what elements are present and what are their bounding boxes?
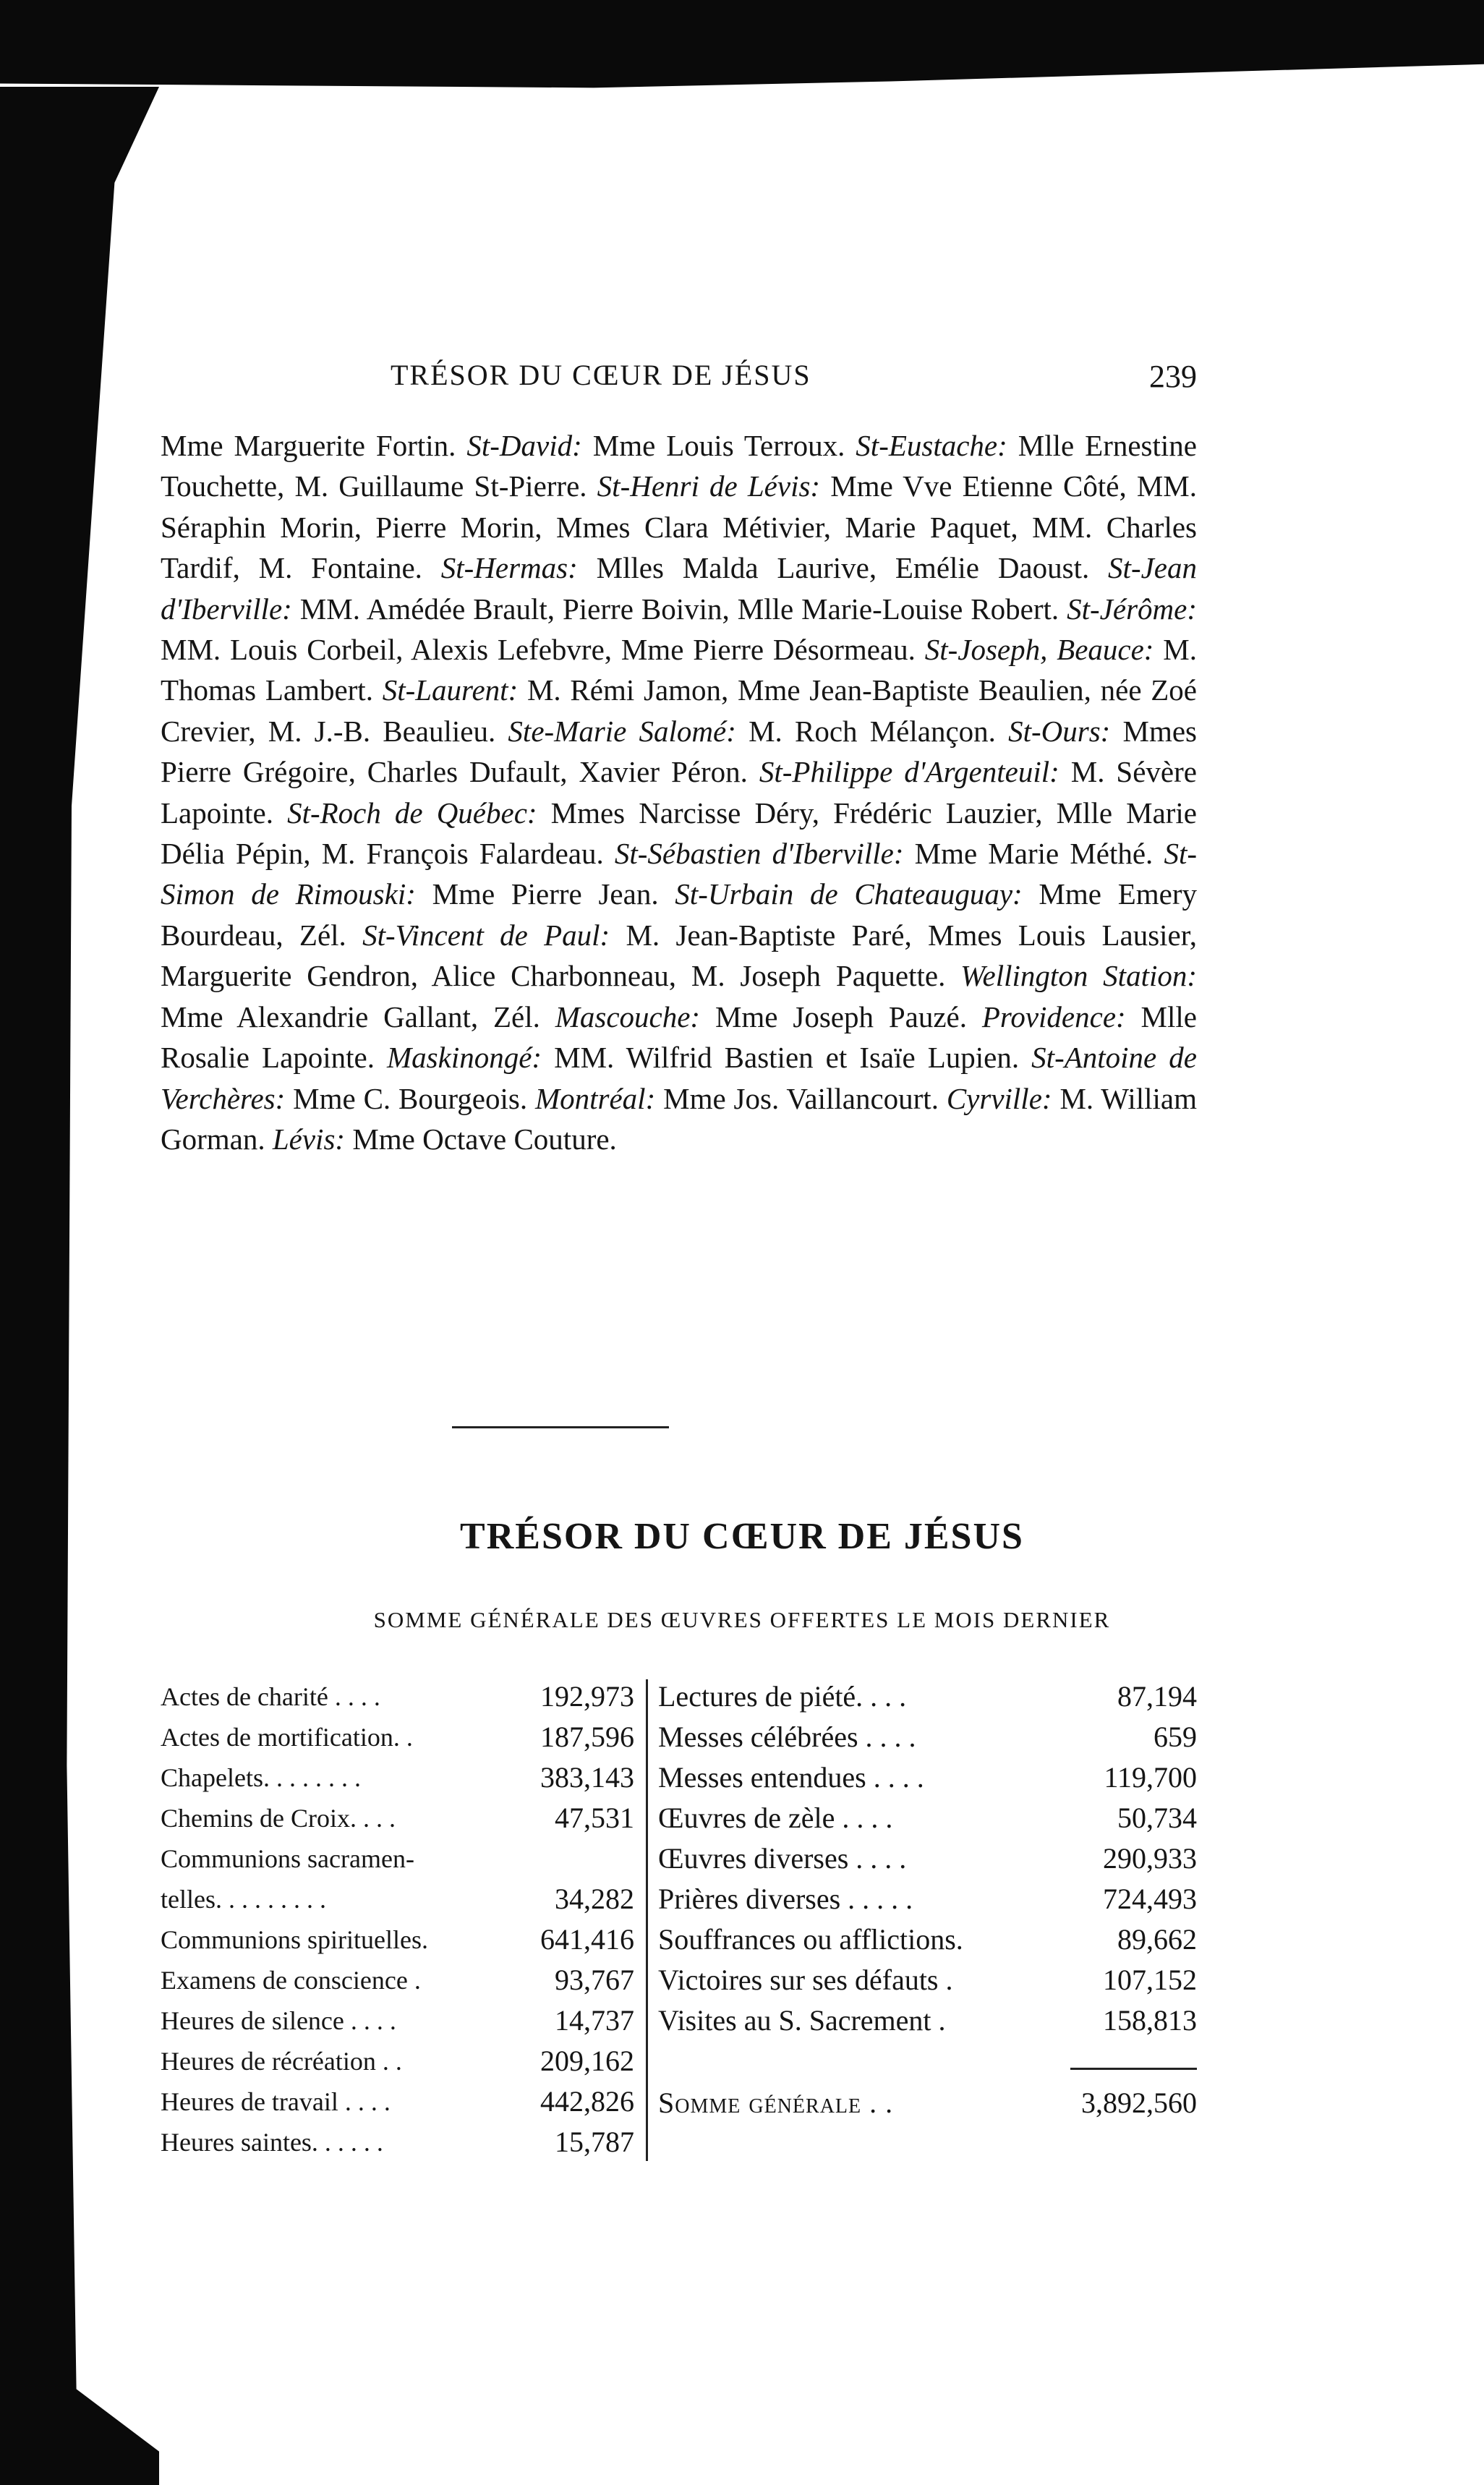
table-row xyxy=(658,1919,1197,1960)
table-row xyxy=(658,1960,1197,2000)
summary-table-left xyxy=(161,1676,634,2162)
table-row xyxy=(161,1717,634,1757)
member-names: Mme Joseph Pauzé. xyxy=(700,999,982,1033)
table-row xyxy=(161,1798,634,1838)
total-rule xyxy=(1070,2068,1197,2070)
parish-name: St-Philippe d'Argenteuil: xyxy=(759,755,1059,789)
row-value: 119,700 xyxy=(1104,1761,1197,1794)
table-row xyxy=(658,2000,1197,2041)
section-divider xyxy=(452,1426,669,1428)
row-value: 724,493 xyxy=(1103,1883,1197,1915)
parish-name: St-Urbain de Chateauguay: xyxy=(675,877,1023,911)
row-label: Heures de travail . . . . xyxy=(161,2087,391,2116)
parish-name: Maskinongé: xyxy=(387,1041,542,1075)
row-label: Heures de récréation . . xyxy=(161,2047,402,2076)
row-label: Prières diverses . . . . . xyxy=(658,1883,913,1915)
row-label: telles. . . . . . . . . xyxy=(161,1885,326,1914)
member-names: Mme Marie Méthé. xyxy=(903,837,1164,871)
row-label: Souffrances ou afflictions. xyxy=(658,1923,963,1956)
row-label: Messes célébrées . . . . xyxy=(658,1721,916,1753)
row-label: Messes entendues . . . . xyxy=(658,1761,924,1794)
column-divider xyxy=(646,1679,648,2161)
table-row xyxy=(658,1717,1197,1757)
parish-name: Lévis: xyxy=(272,1122,346,1156)
table-row xyxy=(658,1838,1197,1879)
row-label: Heures de silence . . . . xyxy=(161,2006,396,2035)
member-names: Mme Emery Bourdeau, Zél. xyxy=(161,877,1197,952)
row-label: Examens de conscience . xyxy=(161,1966,421,1995)
parish-name: St-Sébastien d'Iberville: xyxy=(614,837,904,871)
parish-name: St-Vincent de Paul: xyxy=(362,918,610,952)
parish-name: St-Henri de Lévis: xyxy=(597,469,821,503)
parish-name: Providence: xyxy=(981,999,1126,1033)
row-label: Œuvres diverses . . . . xyxy=(658,1842,907,1875)
parish-name: Mascouche: xyxy=(555,999,701,1033)
row-value: 192,973 xyxy=(540,1680,634,1713)
row-label: Actes de charité . . . . xyxy=(161,1682,380,1711)
member-names: M. Thomas Lambert. xyxy=(161,633,1197,707)
member-names: Mmes Narcisse Déry, Frédéric Lauzier, Mlle Marie Délia Pépin, M. François Falardeau. xyxy=(161,796,1198,871)
member-names: Mlle Rosalie Lapointe. xyxy=(161,999,1197,1075)
table-row xyxy=(161,1676,634,1717)
parish-name: St-Jean d'Iberville: xyxy=(161,551,1197,626)
table-row xyxy=(161,2041,634,2081)
member-names: MM. Louis Corbeil, Alexis Lefebvre, Mme Pierre Désormeau. xyxy=(161,633,925,667)
row-value: 93,767 xyxy=(555,1964,634,1996)
scan-border-left xyxy=(0,87,159,2485)
row-value: 87,194 xyxy=(1117,1680,1197,1713)
member-names: Mlle Ernestine Touchette, M. Guillaume St-Pierre. xyxy=(161,429,1197,503)
parish-name: St-Joseph, Beauce: xyxy=(924,633,1154,667)
parish-name: St-Hermas: xyxy=(440,551,578,585)
member-names: M. Jean-Baptiste Paré, Mmes Louis Lausier, Marguerite Gendron, Alice Charbonneau, M. Joseph Paquette. xyxy=(161,918,1198,993)
row-value: 442,826 xyxy=(540,2085,634,2118)
member-names: M. Sévère Lapointe. xyxy=(161,755,1197,830)
parish-name: Wellington Station: xyxy=(960,959,1197,993)
row-label: Victoires sur ses défauts . xyxy=(658,1964,953,1996)
row-label: Communions spirituelles. xyxy=(161,1925,429,1954)
row-value: 50,734 xyxy=(1117,1802,1197,1834)
obituary-paragraph xyxy=(161,425,1197,1159)
table-row xyxy=(658,1757,1197,1798)
row-label: Visites au S. Sacrement . xyxy=(658,2004,946,2037)
page-number: 239 xyxy=(1149,359,1197,394)
running-head xyxy=(391,358,1197,409)
row-value: 89,662 xyxy=(1117,1923,1197,1956)
summary-title: TRÉSOR DU CŒUR DE JÉSUS xyxy=(460,1516,1024,1557)
member-names: Mme Pierre Jean. xyxy=(415,877,675,911)
table-row xyxy=(161,1919,634,1960)
row-label: Actes de mortification. . xyxy=(161,1723,413,1752)
table-row xyxy=(658,1879,1197,1919)
member-names: Mlles Malda Laurive, Emélie Daoust. xyxy=(577,551,1109,585)
row-value: 209,162 xyxy=(540,2045,634,2077)
member-names: MM. Amédée Brault, Pierre Boivin, Mlle Marie-Louise Robert. xyxy=(291,592,1067,626)
running-head-title: TRÉSOR DU CŒUR DE JÉSUS xyxy=(391,359,811,391)
row-label: Lectures de piété. . . . xyxy=(658,1680,907,1713)
member-names: Mme Louis Terroux. xyxy=(581,429,856,462)
parish-name: St-Simon de Rimouski: xyxy=(161,837,1197,911)
row-label: Communions sacramen- xyxy=(161,1844,414,1873)
table-row xyxy=(161,1757,634,1798)
parish-name: Montréal: xyxy=(534,1081,656,1115)
table-row xyxy=(161,2122,634,2162)
total-label: Somme générale . . xyxy=(658,2087,894,2119)
table-row xyxy=(658,1798,1197,1838)
member-names: Mmes Pierre Grégoire, Charles Dufault, Xavier Péron. xyxy=(161,714,1197,789)
parish-name: St-Ours: xyxy=(1008,714,1111,748)
row-value: 187,596 xyxy=(540,1721,634,1753)
total-row xyxy=(658,2083,1197,2123)
member-names: Mme Vve Etienne Côté, MM. Séraphin Morin, Pierre Morin, Mmes Clara Métivier, Marie Paquet, MM. Charles Tardif, M. Fontaine. xyxy=(161,469,1198,585)
row-value: 290,933 xyxy=(1103,1842,1197,1875)
row-value: 107,152 xyxy=(1103,1964,1197,1996)
parish-name: St-Jérôme: xyxy=(1067,592,1197,626)
parish-name: Cyrville: xyxy=(946,1081,1052,1115)
row-value: 383,143 xyxy=(540,1761,634,1794)
member-names: M. Roch Mélançon. xyxy=(735,714,1009,748)
row-value: 158,813 xyxy=(1103,2004,1197,2037)
member-names: Mme Jos. Vaillancourt. xyxy=(655,1081,947,1115)
table-row xyxy=(161,2000,634,2041)
parish-name: St-Laurent: xyxy=(382,673,519,707)
row-label: Heures saintes. . . . . . xyxy=(161,2128,383,2157)
parish-name: St-Antoine de Verchères: xyxy=(161,1041,1197,1115)
row-label: Chemins de Croix. . . . xyxy=(161,1804,396,1833)
table-row xyxy=(161,1960,634,2000)
row-value: 641,416 xyxy=(540,1923,634,1956)
scan-border-top xyxy=(0,0,1484,107)
row-value: 14,737 xyxy=(555,2004,634,2037)
parish-name: St-Eustache: xyxy=(856,429,1007,462)
table-row xyxy=(161,2081,634,2122)
member-names: Mme Marguerite Fortin. xyxy=(161,429,467,462)
table-row xyxy=(161,1838,634,1879)
table-row xyxy=(658,1676,1197,1717)
member-names: M. William Gorman. xyxy=(161,1081,1197,1156)
total-value: 3,892,560 xyxy=(1081,2087,1197,2119)
parish-name: Ste-Marie Salomé: xyxy=(508,714,736,748)
row-label: Chapelets. . . . . . . . xyxy=(161,1763,361,1792)
parish-name: St-David: xyxy=(466,429,582,462)
member-names: M. Rémi Jamon, Mme Jean-Baptiste Beaulien, née Zoé Crevier, M. J.-B. Beaulieu. xyxy=(161,673,1198,748)
summary-table-right xyxy=(658,1676,1197,2041)
row-value: 34,282 xyxy=(555,1883,634,1915)
member-names: MM. Wilfrid Bastien et Isaïe Lupien. xyxy=(542,1041,1032,1075)
row-value: 47,531 xyxy=(555,1802,634,1834)
table-row xyxy=(161,1879,634,1919)
summary-subtitle: SOMME GÉNÉRALE DES ŒUVRES OFFERTES LE MOIS DERNIER xyxy=(373,1607,1111,1632)
row-value: 659 xyxy=(1153,1721,1197,1753)
member-names: Mme Octave Couture. xyxy=(345,1122,617,1156)
member-names: Mme C. Bourgeois. xyxy=(285,1081,535,1115)
row-value: 15,787 xyxy=(555,2126,634,2158)
parish-name: St-Roch de Québec: xyxy=(287,796,537,830)
row-label: Œuvres de zèle . . . . xyxy=(658,1802,893,1834)
member-names: Mme Alexandrie Gallant, Zél. xyxy=(161,999,555,1033)
